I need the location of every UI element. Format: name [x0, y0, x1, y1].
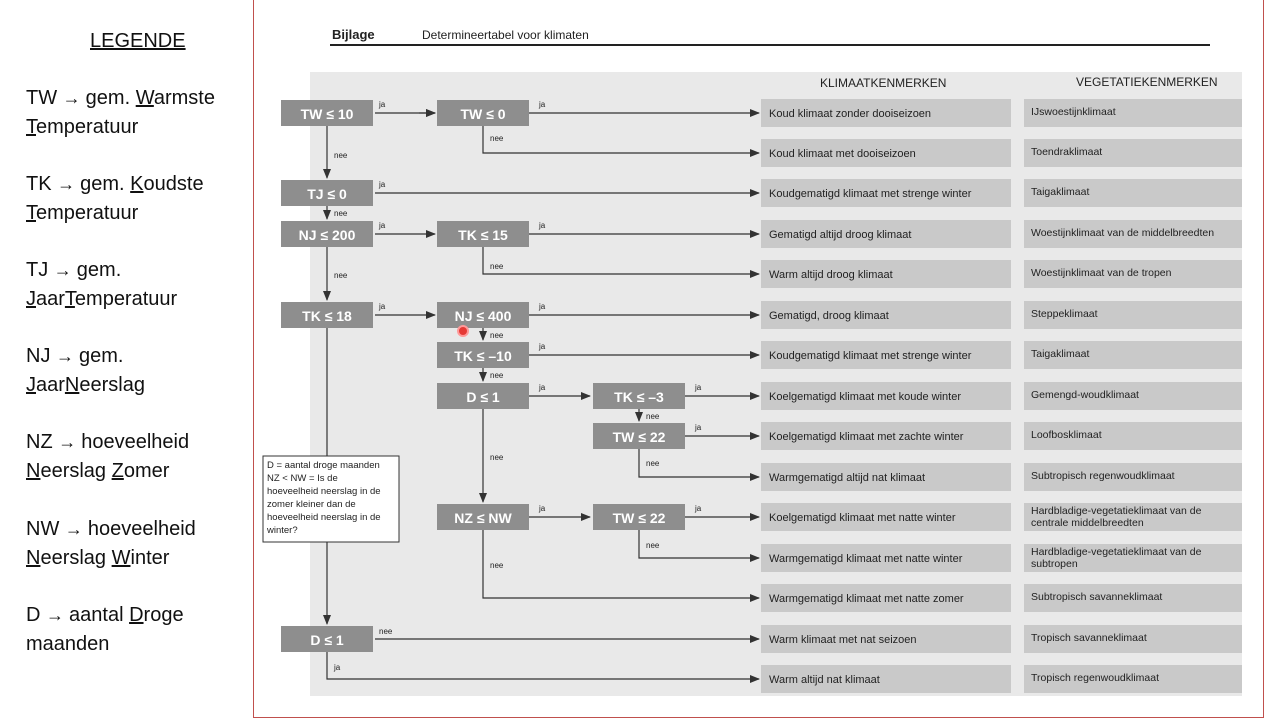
- no-label: nee: [490, 453, 504, 462]
- yes-label: ja: [539, 342, 546, 351]
- determination-table-scan: [253, 0, 1264, 718]
- yes-label: ja: [379, 302, 386, 311]
- legend-desc-2: maanden: [26, 633, 110, 655]
- climate-label: Koudgematigd klimaat met strenge winter: [769, 350, 972, 362]
- cursor-dot: [458, 326, 468, 336]
- legend-key: NZ: [26, 431, 59, 453]
- condition-label: D ≤ 1: [466, 389, 500, 405]
- arrow-icon: →: [53, 260, 77, 280]
- no-label: nee: [334, 271, 348, 280]
- climate-label: Warmgematigd klimaat met natte winter: [769, 553, 963, 565]
- yes-label: ja: [379, 100, 386, 109]
- vegetation-label: centrale middelbreedten: [1031, 517, 1144, 529]
- condition-label: NJ ≤ 200: [298, 227, 356, 243]
- note-line: D = aantal droge maanden: [267, 460, 380, 471]
- yes-label: ja: [539, 302, 546, 311]
- vegetation-label: Subtropisch savanneklimaat: [1031, 591, 1163, 603]
- climate-label: Koud klimaat zonder dooiseizoen: [769, 108, 932, 120]
- climate-label: Warm klimaat met nat seizoen: [769, 634, 917, 646]
- legend-item-nz: [26, 428, 248, 486]
- vegetation-label: subtropen: [1031, 558, 1078, 570]
- condition-label: TW ≤ 22: [612, 510, 666, 526]
- condition-label: TK ≤ –10: [454, 348, 512, 364]
- legend-desc-2: Temperatuur: [26, 202, 139, 224]
- climate-label: Warm altijd nat klimaat: [769, 674, 880, 686]
- climate-label: Warmgematigd altijd nat klimaat: [769, 472, 926, 484]
- condition-label: TK ≤ 15: [458, 227, 508, 243]
- vegetation-label: Hardbladige-vegetatieklimaat van de: [1031, 546, 1202, 558]
- vegetation-label: Taigaklimaat: [1031, 186, 1090, 198]
- climate-label: Koelgematigd klimaat met zachte winter: [769, 431, 964, 443]
- arrow-icon: →: [57, 174, 81, 194]
- condition-label: TJ ≤ 0: [307, 186, 347, 202]
- vegetation-label: Taigaklimaat: [1031, 348, 1090, 360]
- legend-item-nj: [26, 342, 248, 400]
- no-label: nee: [490, 371, 504, 380]
- no-label: nee: [646, 541, 660, 550]
- arrow-icon: →: [58, 432, 82, 452]
- yes-label: ja: [334, 663, 341, 672]
- yes-label: ja: [539, 100, 546, 109]
- vegetation-label: IJswoestijnklimaat: [1031, 106, 1116, 118]
- no-label: nee: [646, 412, 660, 421]
- yes-label: ja: [695, 383, 702, 392]
- legend-desc-1: gem. Koudste: [80, 173, 204, 195]
- condition-label: TK ≤ 18: [302, 308, 352, 324]
- legend-key: NJ: [26, 345, 56, 367]
- vegetation-label: Woestijnklimaat van de tropen: [1031, 267, 1172, 279]
- condition-label: TW ≤ 10: [300, 106, 354, 122]
- condition-label: NJ ≤ 400: [454, 308, 512, 324]
- legend-desc-2: JaarTemperatuur: [26, 288, 178, 310]
- arrow-icon: →: [62, 88, 86, 108]
- legend-desc-1: gem.: [79, 345, 124, 367]
- legend-desc-1: gem.: [76, 259, 122, 281]
- note-line: winter?: [267, 525, 298, 536]
- arrow-icon: →: [56, 346, 80, 366]
- vegetation-label: Gemengd-woudklimaat: [1031, 389, 1139, 401]
- yes-label: ja: [539, 383, 546, 392]
- yes-label: ja: [539, 504, 546, 513]
- climate-label: Gematigd altijd droog klimaat: [769, 229, 912, 241]
- yes-label: ja: [695, 504, 702, 513]
- legend-item-tk: [26, 170, 248, 228]
- no-label: nee: [334, 209, 348, 218]
- no-label: nee: [334, 151, 348, 160]
- no-label: nee: [379, 627, 393, 636]
- no-label: nee: [490, 331, 504, 340]
- climate-label: Koelgematigd klimaat met koude winter: [769, 391, 961, 403]
- legend-item-tw: [26, 84, 248, 142]
- arrow-icon: →: [46, 605, 70, 625]
- vegetation-label: Steppeklimaat: [1031, 308, 1098, 320]
- legend-panel: [0, 0, 252, 720]
- climate-flowchart: [254, 0, 1264, 718]
- legend-key: TW: [26, 87, 63, 109]
- condition-label: NZ ≤ NW: [454, 510, 512, 526]
- legend-desc-1: hoeveelheid: [81, 431, 190, 453]
- legend-desc-1: gem. Warmste: [85, 87, 215, 109]
- legend-desc-1: hoeveelheid: [87, 518, 196, 540]
- vegetation-label: Tropisch regenwoudklimaat: [1031, 672, 1160, 684]
- legend-desc-2: Neerslag Winter: [26, 547, 170, 569]
- condition-label: TK ≤ –3: [614, 389, 664, 405]
- climate-label: Koud klimaat met dooiseizoen: [769, 148, 916, 160]
- note-line: zomer kleiner dan de: [267, 499, 356, 510]
- condition-label: TW ≤ 0: [460, 106, 506, 122]
- legend-desc-2: JaarNeerslag: [26, 374, 145, 396]
- sheet-title: Determineertabel voor klimaten: [422, 28, 589, 42]
- vegetation-label: Toendraklimaat: [1031, 146, 1103, 158]
- no-label: nee: [490, 262, 504, 271]
- legend-item-tj: [26, 256, 248, 314]
- column-header-climate: KLIMAATKENMERKEN: [820, 76, 947, 90]
- legend-item-nw: [26, 515, 248, 573]
- note-line: hoeveelheid neerslag in de: [267, 512, 381, 523]
- condition-label: TW ≤ 22: [612, 429, 666, 445]
- climate-label: Warm altijd droog klimaat: [769, 269, 893, 281]
- vegetation-label: Hardbladige-vegetatieklimaat van de: [1031, 505, 1202, 517]
- climate-label: Gematigd, droog klimaat: [769, 310, 889, 322]
- vegetation-label: Loofbosklimaat: [1031, 429, 1102, 441]
- note-line: NZ < NW = Is de: [267, 473, 338, 484]
- legend-item-d: [26, 601, 248, 659]
- yes-label: ja: [379, 221, 386, 230]
- legend-key: TK: [26, 173, 58, 195]
- legend-key: D: [26, 604, 46, 626]
- yes-label: ja: [539, 221, 546, 230]
- note-line: hoeveelheid neerslag in de: [267, 486, 381, 497]
- vegetation-label: Tropisch savanneklimaat: [1031, 632, 1147, 644]
- arrow-icon: →: [64, 519, 88, 539]
- legend-desc-1: aantal Droge: [69, 604, 184, 626]
- legend-key: TJ: [26, 259, 54, 281]
- climate-label: Koelgematigd klimaat met natte winter: [769, 512, 956, 524]
- column-header-vegetation: VEGETATIEKENMERKEN: [1076, 75, 1218, 89]
- sheet-label: Bijlage: [332, 27, 375, 42]
- condition-label: D ≤ 1: [310, 632, 344, 648]
- legend-title: LEGENDE: [90, 30, 186, 52]
- legend-desc-2: Neerslag Zomer: [26, 460, 170, 482]
- yes-label: ja: [379, 180, 386, 189]
- no-label: nee: [490, 134, 504, 143]
- legend-desc-2: Temperatuur: [26, 116, 139, 138]
- legend-key: NW: [26, 518, 65, 540]
- vegetation-label: Woestijnklimaat van de middelbreedten: [1031, 227, 1215, 239]
- yes-label: ja: [695, 423, 702, 432]
- vegetation-label: Subtropisch regenwoudklimaat: [1031, 470, 1175, 482]
- no-label: nee: [646, 459, 660, 468]
- no-label: nee: [490, 561, 504, 570]
- climate-label: Koudgematigd klimaat met strenge winter: [769, 188, 972, 200]
- climate-label: Warmgematigd klimaat met natte zomer: [769, 593, 964, 605]
